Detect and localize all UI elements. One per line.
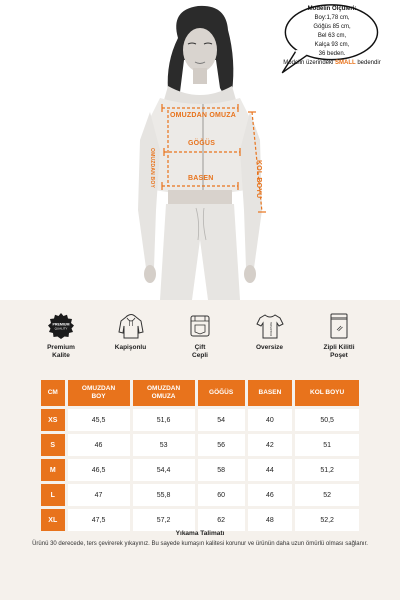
column-header: CM [41, 380, 65, 406]
bubble-line: Bel 63 cm, [317, 33, 347, 39]
model-measurements [270, 5, 394, 68]
table-cell: 60 [198, 484, 245, 506]
table-row [41, 459, 359, 481]
product-info-panel [0, 300, 400, 600]
svg-text:PREMIUM: PREMIUM [52, 322, 70, 327]
column-header: GÖĞÜS [198, 380, 245, 406]
table-cell: 56 [198, 434, 245, 456]
double-pocket-icon [186, 312, 214, 340]
column-header: BASEN [248, 380, 293, 406]
table-cell: 46 [68, 434, 130, 456]
table-cell: 45,5 [68, 409, 130, 431]
table-row [41, 409, 359, 431]
feature-premium-quality [30, 312, 92, 368]
care-text: Ürünü 30 derecede, ters çevirerek yıkayınız. Bu sayede kumaşın kalitesi korunur ve ürünün daha uzun ömürlü olması sağlanır. [32, 541, 368, 547]
label-omuzdan-omuza: OMUZDAN OMUZA [170, 112, 236, 119]
table-cell: 52,2 [295, 509, 359, 531]
table-header-row [41, 380, 359, 406]
table-cell: 50,5 [295, 409, 359, 431]
table-cell: 47 [68, 484, 130, 506]
feature-label: Oversize [255, 344, 284, 351]
bubble-line: 36 beden. [318, 51, 346, 57]
table-cell: 44 [248, 459, 293, 481]
table-cell: 54 [198, 409, 245, 431]
size-cell: XL [41, 509, 65, 531]
washing-instructions [30, 530, 370, 549]
table-cell: 52 [295, 484, 359, 506]
table-cell: 51 [295, 434, 359, 456]
feature-oversize [239, 312, 301, 368]
svg-text:OVERSIZE: OVERSIZE [268, 321, 273, 337]
table-cell: 62 [198, 509, 245, 531]
hoodie-icon [117, 312, 145, 340]
column-header: OMUZDAN OMUZA [133, 380, 195, 406]
table-cell: 51,6 [133, 409, 195, 431]
table-cell: 46 [248, 484, 293, 506]
size-cell: S [41, 434, 65, 456]
bubble-line: Kalça 93 cm, [314, 42, 350, 48]
table-cell: 57,2 [133, 509, 195, 531]
table-cell: 54,4 [133, 459, 195, 481]
table-cell: 58 [198, 459, 245, 481]
table-cell: 55,8 [133, 484, 195, 506]
oversize-shirt-icon [256, 312, 284, 340]
feature-hooded [100, 312, 162, 368]
feature-label: Kapişonlu [114, 344, 147, 351]
size-cell: L [41, 484, 65, 506]
label-basen: BASEN [188, 175, 214, 182]
label-gogus: GÖĞÜS [188, 140, 216, 147]
bubble-title: Modelin Ölçüleri: [307, 6, 357, 12]
size-cell: M [41, 459, 65, 481]
svg-text:QUALITY: QUALITY [54, 326, 68, 331]
table-row [41, 509, 359, 531]
column-header: KOL BOYU [295, 380, 359, 406]
size-highlight: SMALL [335, 60, 356, 66]
feature-label: Çift Cepli [192, 344, 208, 359]
table-cell: 53 [133, 434, 195, 456]
table-cell: 40 [248, 409, 293, 431]
feature-label: Premium Kalite [47, 344, 75, 359]
bubble-footer: Modelin üzerindeki SMALL bedendir [283, 60, 381, 66]
bubble-line: Göğüs 85 cm, [313, 24, 351, 30]
column-header: OMUZDAN BOY [68, 380, 130, 406]
care-title: Yıkama Talimatı [175, 530, 225, 537]
table-row [41, 434, 359, 456]
size-chart-table [38, 377, 362, 534]
table-cell: 46,5 [68, 459, 130, 481]
table-cell: 47,5 [68, 509, 130, 531]
size-cell: XS [41, 409, 65, 431]
label-kol-boyu: KOL BOYU [255, 160, 262, 199]
feature-label: Zipli Kilitli Poşet [323, 344, 355, 359]
table-cell: 51,2 [295, 459, 359, 481]
zip-bag-icon [325, 312, 353, 340]
bubble-line: Boy:1,78 cm, [314, 15, 350, 21]
feature-list [30, 312, 370, 368]
premium-quality-badge-icon [47, 312, 75, 340]
table-cell: 42 [248, 434, 293, 456]
feature-zip-bag [308, 312, 370, 368]
table-cell: 48 [248, 509, 293, 531]
feature-double-pocket [169, 312, 231, 368]
label-omuzdan-boy: OMUZDAN BOY [149, 148, 155, 188]
table-row [41, 484, 359, 506]
